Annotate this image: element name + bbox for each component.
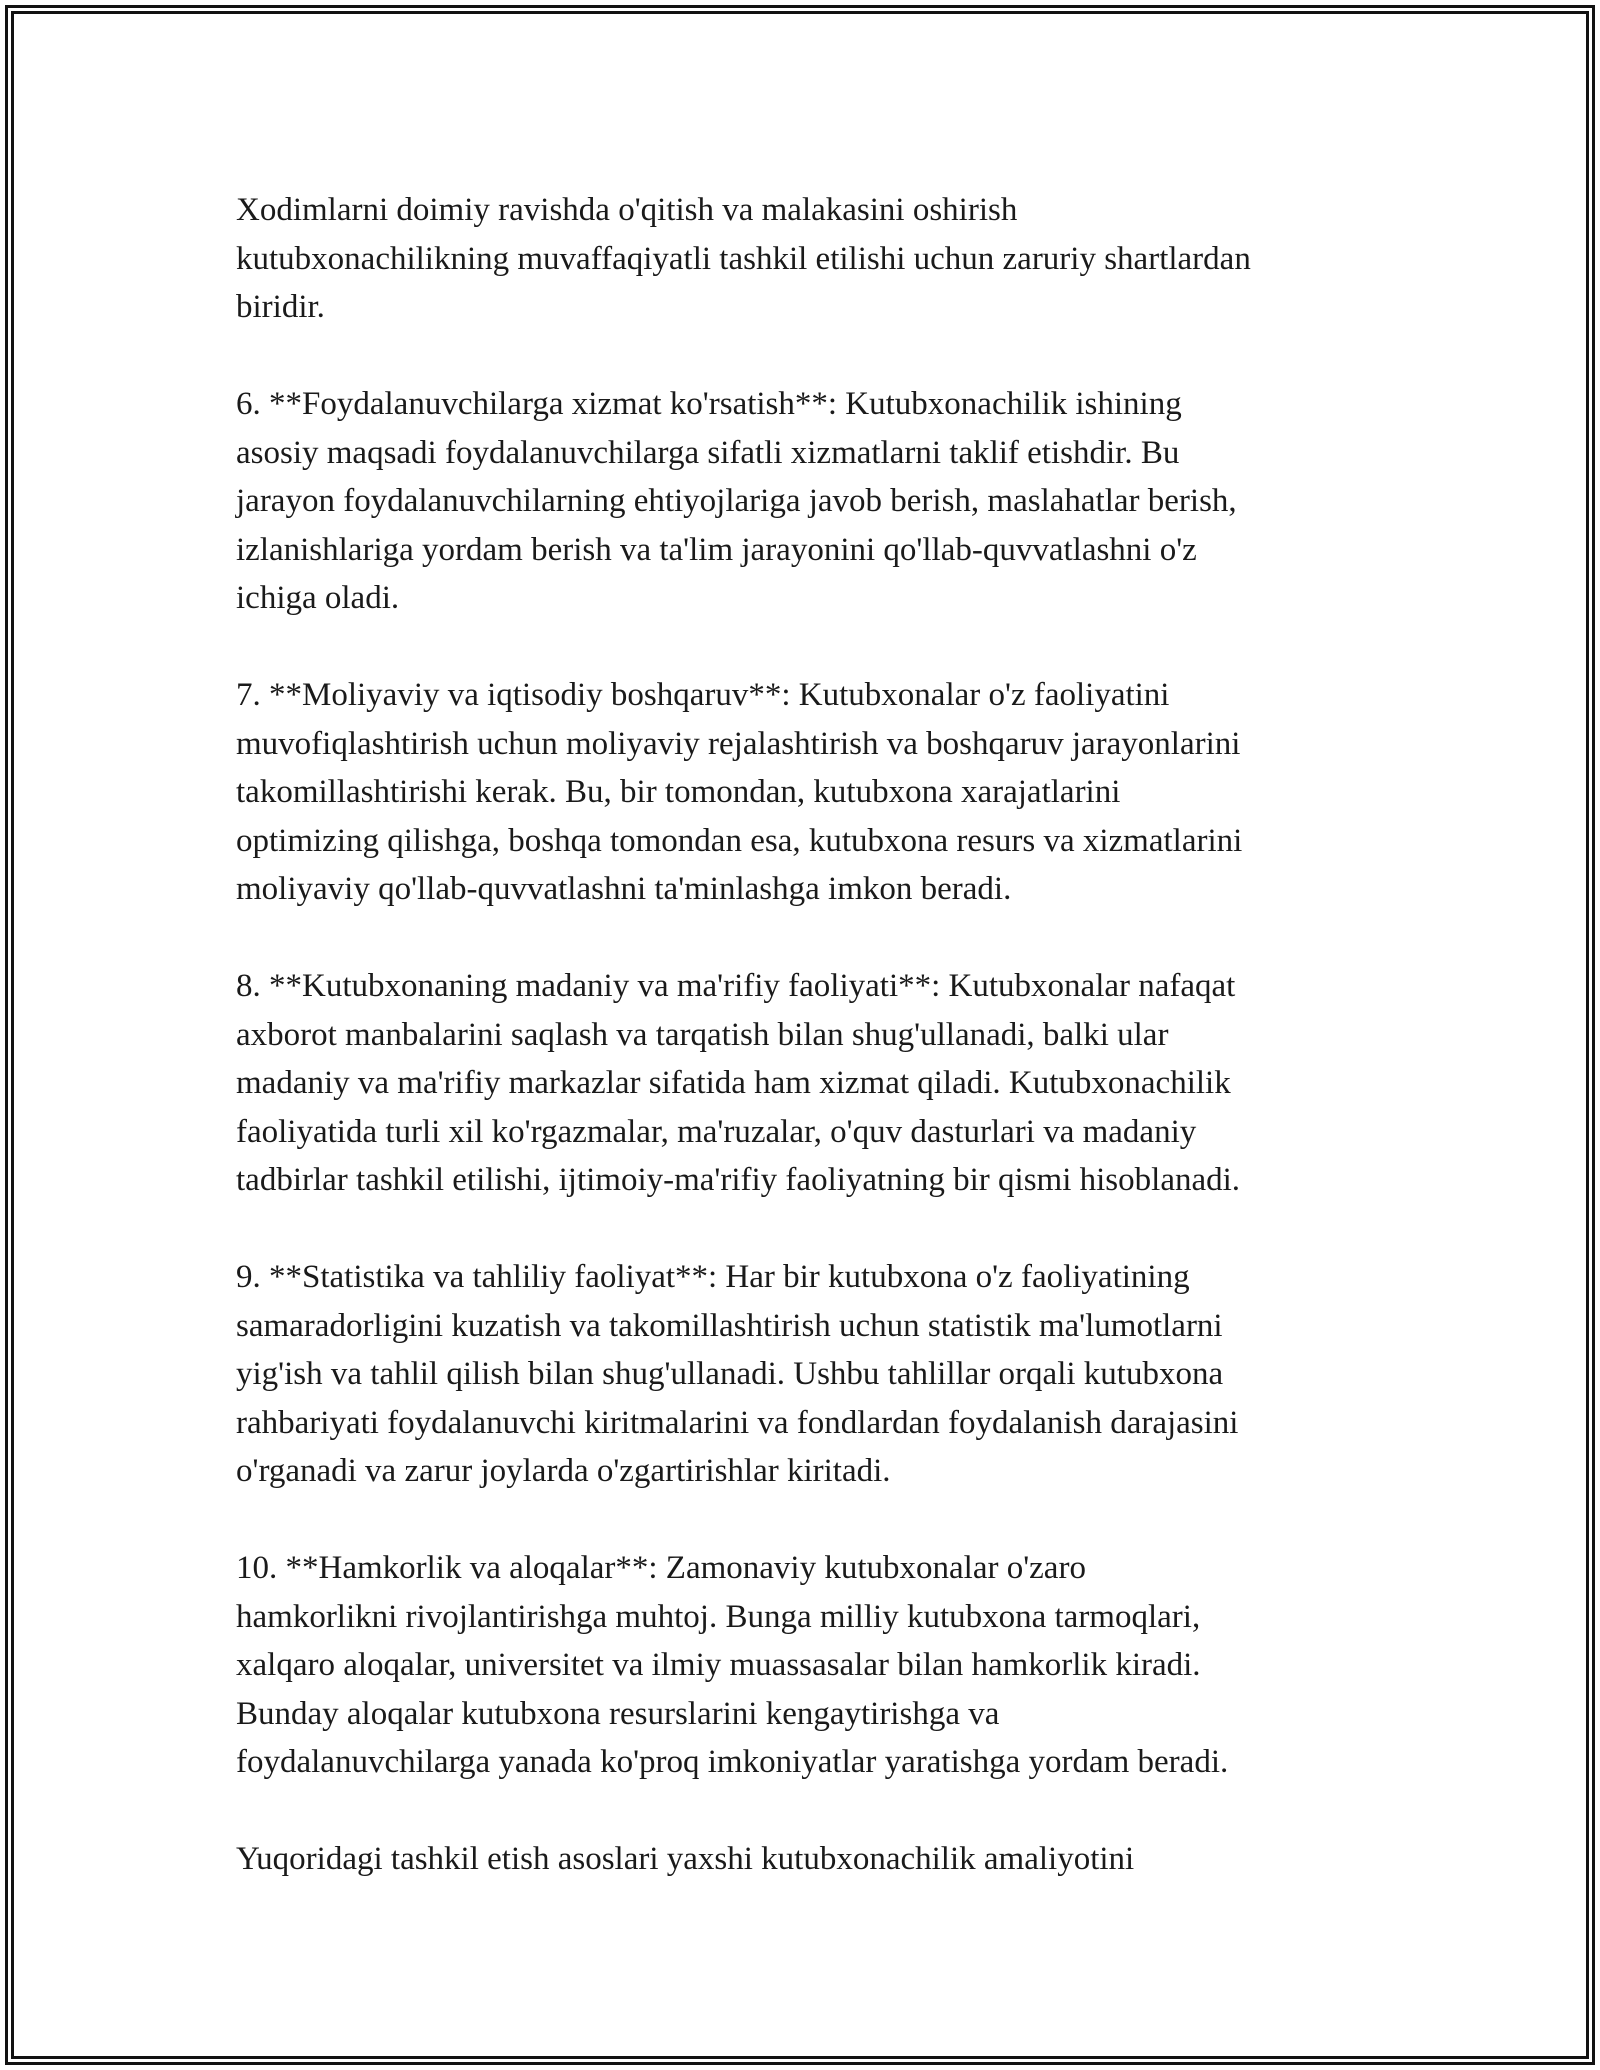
- paragraph-item-9: 9. **Statistika va tahliliy faoliyat**: Har bir kutubxona o'z faoliyatining samaradorligini kuzatish va takomillashtirish uchun statistik ma'lumotlarni yig'ish va tahlil qilish bilan shug'ullanadi. Ushbu tahlillar orqali kutubxona rahbariyati foydalanuvchi kiritmalarini va fondlardan foydalanish darajasini o'rganadi va zarur joylarda o'zgartirishlar kiritadi.: [236, 1259, 1239, 1489]
- paragraph-item-8: 8. **Kutubxonaning madaniy va ma'rifiy faoliyati**: Kutubxonalar nafaqat axborot manbalarini saqlash va tarqatish bilan shug'ullanadi, balki ular madaniy va ma'rifiy markazlar sifatida ham xizmat qiladi. Kutubxonachilik faoliyatida turli xil ko'rgazmalar, ma'ruzalar, o'quv dasturlari va madaniy tadbirlar tashkil etilishi, ijtimoiy-ma'rifiy faoliyatning bir qismi hisoblanadi.: [236, 968, 1241, 1198]
- paragraph-item-6: 6. **Foydalanuvchilarga xizmat ko'rsatish**: Kutubxonachilik ishining asosiy maqsadi foydalanuvchilarga sifatli xizmatlarni taklif etishdir. Bu jarayon foydalanuvchilarning ehtiyojlariga javob berish, maslahatlar berish, izlanishlariga yordam berish va ta'lim jarayonini qo'llab-quvvatlashni o'z ichiga oladi.: [236, 386, 1237, 616]
- paragraph-conclusion: Yuqoridagi tashkil etish asoslari yaxshi kutubxonachilik amaliyotini: [236, 1841, 1135, 1877]
- paragraph-item-7: 7. **Moliyaviy va iqtisodiy boshqaruv**: Kutubxonalar o'z faoliyatini muvofiqlashtirish uchun moliyaviy rejalashtirish va boshqaruv jarayonlarini takomillashtirishi kerak. Bu, bir tomondan, kutubxona xarajatlarini optimizing qilishga, boshqa tomondan esa, kutubxona resurs va xizmatlarini moliyaviy qo'llab-quvvatlashni ta'minlashga imkon beradi.: [236, 677, 1243, 907]
- paragraph-item-10: 10. **Hamkorlik va aloqalar**: Zamonaviy kutubxonalar o'zaro hamkorlikni rivojlantirishga muhtoj. Bunga milliy kutubxona tarmoqlari, xalqaro aloqalar, universitet va ilmiy muassasalar bilan hamkorlik kiradi. Bunday aloqalar kutubxona resurslarini kengaytirishga va foydalanuvchilarga yanada ko'proq imkoniyatlar yaratishga yordam beradi.: [236, 1550, 1229, 1780]
- paragraph-intro: Xodimlarni doimiy ravishda o'qitish va malakasini oshirish kutubxonachilikning muvaffaqiyatli tashkil etilishi uchun zaruriy shartlardan biridir.: [236, 192, 1251, 325]
- document-body: [236, 186, 1386, 1884]
